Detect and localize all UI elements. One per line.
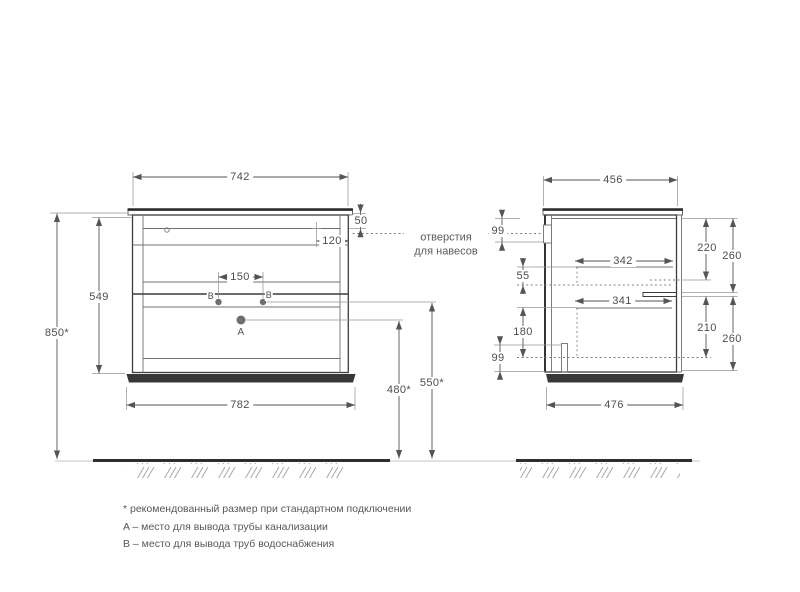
drain-point-marker <box>237 316 246 325</box>
floor-line <box>55 461 700 479</box>
floor-hatching-right <box>520 463 680 478</box>
water-point-left-marker <box>215 299 221 305</box>
label-point-a: A <box>237 327 245 338</box>
footnote-point-b: B – место для вывода труб водоснабжения <box>123 538 335 550</box>
dim-water-spacing: 150 <box>227 271 253 283</box>
dim-drawer1-inner-depth: 342 <box>610 255 636 267</box>
dim-drain-height: 480* <box>384 384 414 396</box>
label-point-b-left: B <box>207 291 215 301</box>
dim-drawer1-gap: 55 <box>513 270 532 282</box>
footnote-point-a: A – место для вывода трубы канализации <box>123 521 328 533</box>
dim-drawer1-inner-height: 220 <box>694 242 720 254</box>
dim-hanger-side-offset: 120 <box>319 235 345 247</box>
dim-side-hanger-depth: 99 <box>488 225 507 237</box>
dim-front-top-width: 742 <box>227 171 253 183</box>
dim-drawer2-inner-height: 210 <box>694 322 720 334</box>
dim-drawer2-inner-depth: 341 <box>609 295 635 307</box>
dim-drawer2-offset: 180 <box>510 326 536 338</box>
footnote-recommended-size: * рекомендованный размер при стандартном подключении <box>123 503 412 515</box>
dim-drawer1-front-height: 260 <box>719 250 745 262</box>
dim-side-top-depth: 456 <box>600 174 626 186</box>
dim-front-bottom-width: 782 <box>227 399 253 411</box>
dim-side-bottom-depth: 476 <box>601 399 627 411</box>
dim-front-body-height: 549 <box>86 291 112 303</box>
side-body <box>545 215 677 372</box>
dim-siphon-cutout-height: 99 <box>488 352 507 364</box>
side-hanger-bracket <box>544 225 552 243</box>
hanger-note-line1: отверстия <box>416 232 476 245</box>
side-drawer-rail <box>643 293 677 297</box>
floor-hatching-left <box>127 463 350 478</box>
dim-hanger-top-offset: 50 <box>351 215 370 227</box>
dim-water-height: 550* <box>417 377 447 389</box>
side-plinth <box>546 374 684 383</box>
dim-front-overall-height: 850* <box>42 327 72 339</box>
dim-drawer2-front-height: 260 <box>719 333 745 345</box>
label-point-b-right: B <box>265 290 273 300</box>
front-plinth <box>127 374 356 383</box>
hanger-note-line2: для навесов <box>410 246 481 259</box>
dimension-lines <box>57 177 733 459</box>
dotted-reference-lines <box>353 234 712 358</box>
